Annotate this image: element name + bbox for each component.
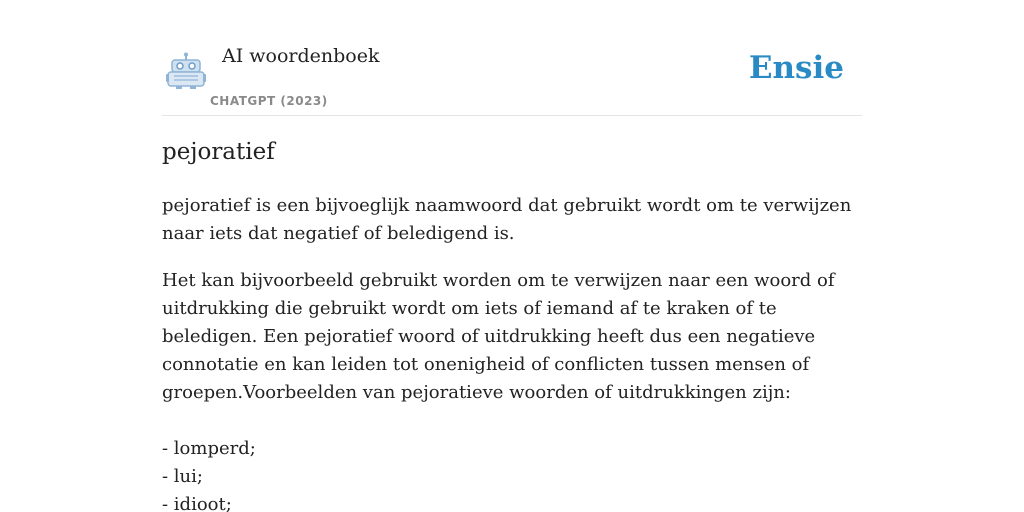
- list-item: - lomperd;: [162, 438, 256, 459]
- example-list: [162, 435, 862, 512]
- robot-icon: [166, 52, 206, 90]
- definition-paragraph: Het kan bijvoorbeeld gebruikt worden om te verwijzen naar een woord of uitdrukking die gebruikt wordt om iets of iemand af te kraken of te beledigen. Een pejoratief woord of uitdrukking heeft dus een negatieve connotatie en kan leiden tot onenigheid of conflicten tussen mensen of groepen.Voorbeelden van pejoratieve woorden of uitdrukkingen zijn:: [162, 270, 835, 403]
- source-header: [162, 0, 862, 116]
- list-item: - lui;: [162, 466, 203, 487]
- entry-title: pejoratief: [162, 139, 275, 165]
- source-meta: CHATGPT (2023): [210, 94, 328, 108]
- content-container: [162, 0, 862, 512]
- definition-paragraph: pejoratief is een bijvoeglijk naamwoord dat gebruikt wordt om te verwijzen naar iets dat negatief of beledigend is.: [162, 195, 852, 244]
- entry-definition: [162, 192, 862, 512]
- list-item: - idioot;: [162, 494, 232, 512]
- source-title[interactable]: AI woordenboek: [222, 45, 380, 67]
- brand-logo[interactable]: Ensie: [748, 50, 844, 86]
